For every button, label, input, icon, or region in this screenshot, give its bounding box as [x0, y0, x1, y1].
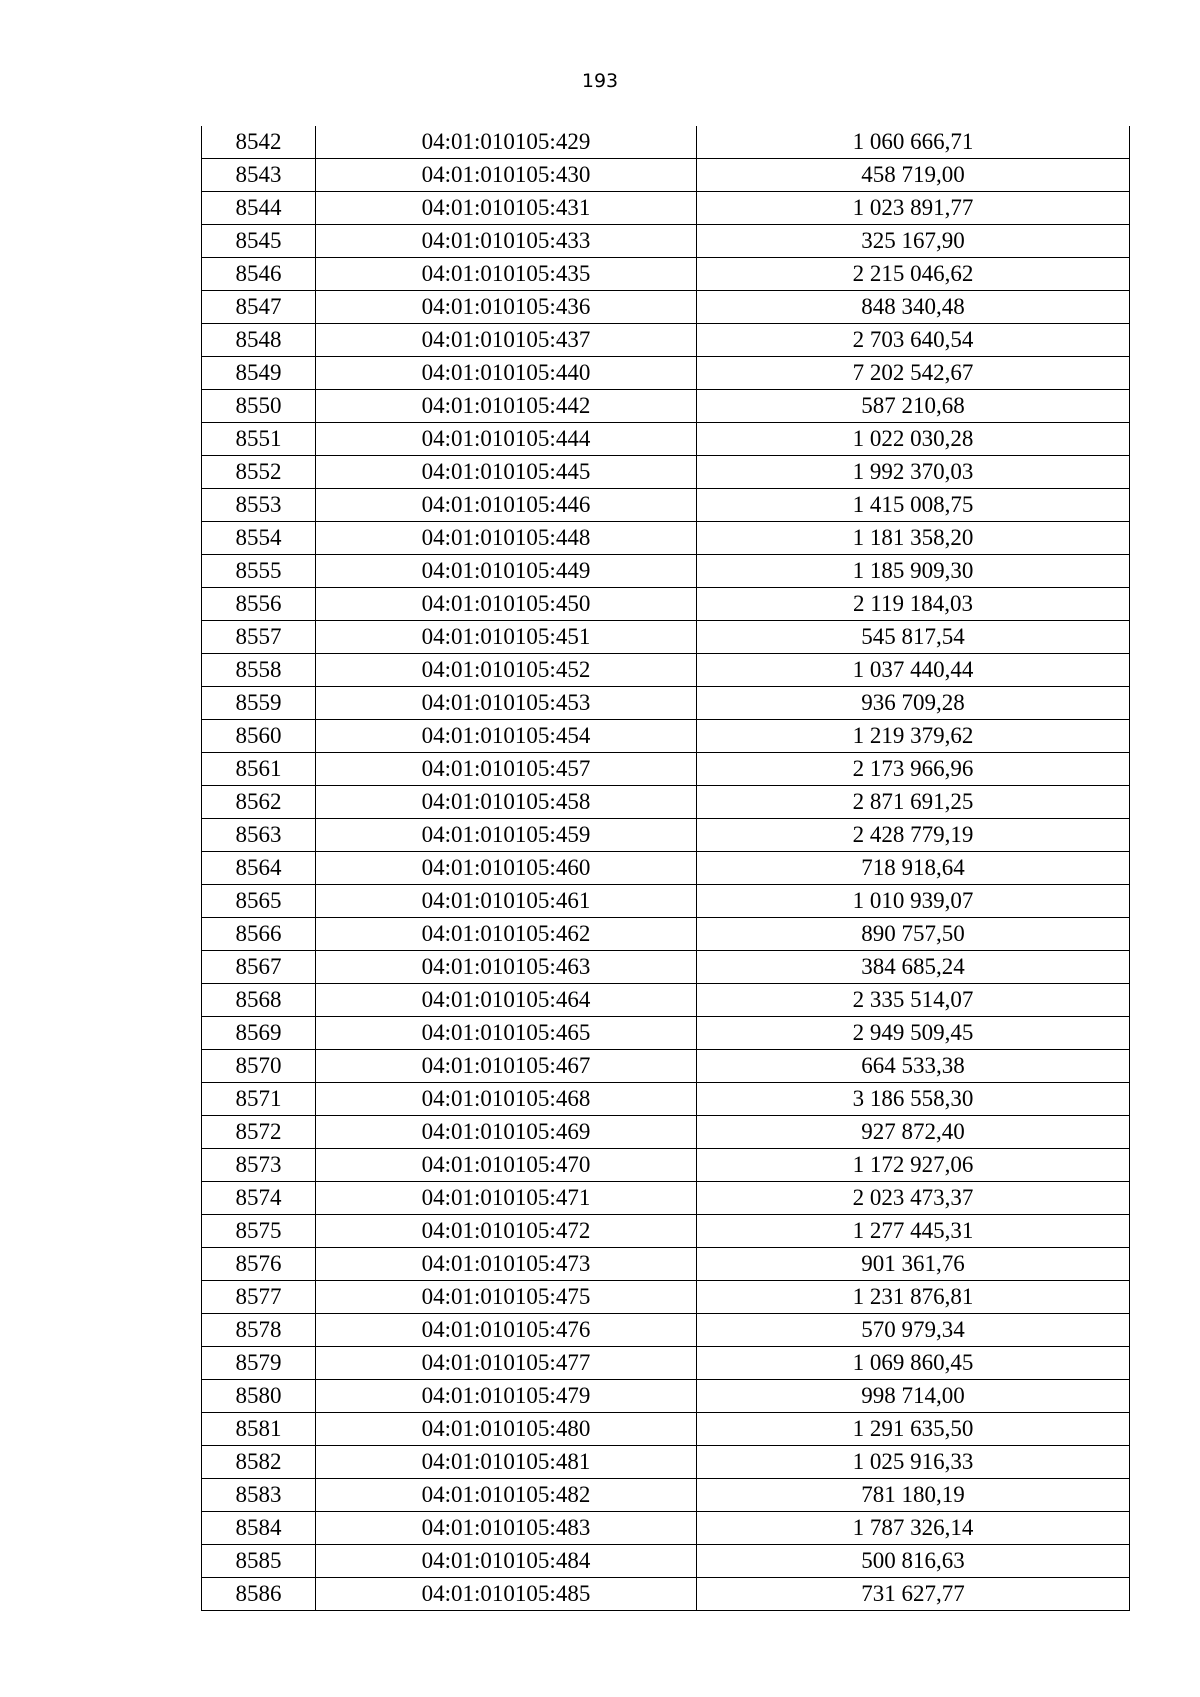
cadastral-number-cell: 04:01:010105:464 [316, 984, 697, 1017]
row-number-cell: 8586 [202, 1578, 316, 1611]
table-row [202, 720, 1130, 753]
cadastral-number-cell: 04:01:010105:454 [316, 720, 697, 753]
table-row [202, 687, 1130, 720]
table-row [202, 555, 1130, 588]
cadastral-value-cell: 570 979,34 [697, 1314, 1130, 1347]
table-row [202, 1479, 1130, 1512]
cadastral-number-cell: 04:01:010105:430 [316, 159, 697, 192]
table-row [202, 1545, 1130, 1578]
table-row [202, 1116, 1130, 1149]
cadastral-value-cell: 936 709,28 [697, 687, 1130, 720]
table-row [202, 1215, 1130, 1248]
table-row [202, 192, 1130, 225]
cadastral-value-cell: 1 010 939,07 [697, 885, 1130, 918]
table-row [202, 1248, 1130, 1281]
cadastral-number-cell: 04:01:010105:482 [316, 1479, 697, 1512]
table-row [202, 621, 1130, 654]
cadastral-value-cell: 781 180,19 [697, 1479, 1130, 1512]
row-number-cell: 8553 [202, 489, 316, 522]
row-number-cell: 8576 [202, 1248, 316, 1281]
row-number-cell: 8581 [202, 1413, 316, 1446]
cadastral-number-cell: 04:01:010105:475 [316, 1281, 697, 1314]
cadastral-number-cell: 04:01:010105:433 [316, 225, 697, 258]
cadastral-number-cell: 04:01:010105:479 [316, 1380, 697, 1413]
cadastral-number-cell: 04:01:010105:471 [316, 1182, 697, 1215]
cadastral-value-cell: 901 361,76 [697, 1248, 1130, 1281]
cadastral-value-cell: 545 817,54 [697, 621, 1130, 654]
row-number-cell: 8556 [202, 588, 316, 621]
row-number-cell: 8544 [202, 192, 316, 225]
cadastral-value-cell: 1 992 370,03 [697, 456, 1130, 489]
cadastral-value-cell: 848 340,48 [697, 291, 1130, 324]
row-number-cell: 8574 [202, 1182, 316, 1215]
cadastral-number-cell: 04:01:010105:476 [316, 1314, 697, 1347]
table-row [202, 918, 1130, 951]
cadastral-value-cell: 1 185 909,30 [697, 555, 1130, 588]
row-number-cell: 8555 [202, 555, 316, 588]
table-row [202, 819, 1130, 852]
cadastral-number-cell: 04:01:010105:472 [316, 1215, 697, 1248]
cadastral-value-cell: 1 037 440,44 [697, 654, 1130, 687]
cadastral-value-cell: 718 918,64 [697, 852, 1130, 885]
table-row [202, 1050, 1130, 1083]
page-number: 193 [581, 70, 619, 92]
cadastral-number-cell: 04:01:010105:436 [316, 291, 697, 324]
cadastral-number-cell: 04:01:010105:449 [316, 555, 697, 588]
row-number-cell: 8551 [202, 423, 316, 456]
cadastral-value-cell: 384 685,24 [697, 951, 1130, 984]
cadastral-number-cell: 04:01:010105:450 [316, 588, 697, 621]
cadastral-value-cell: 1 787 326,14 [697, 1512, 1130, 1545]
cadastral-number-cell: 04:01:010105:440 [316, 357, 697, 390]
cadastral-number-cell: 04:01:010105:444 [316, 423, 697, 456]
table-row [202, 1149, 1130, 1182]
cadastral-number-cell: 04:01:010105:481 [316, 1446, 697, 1479]
row-number-cell: 8559 [202, 687, 316, 720]
table-row [202, 1380, 1130, 1413]
cadastral-value-cell: 458 719,00 [697, 159, 1130, 192]
table-row [202, 1017, 1130, 1050]
cadastral-number-cell: 04:01:010105:459 [316, 819, 697, 852]
table-row [202, 225, 1130, 258]
cadastral-value-cell: 1 023 891,77 [697, 192, 1130, 225]
cadastral-value-cell: 2 023 473,37 [697, 1182, 1130, 1215]
row-number-cell: 8550 [202, 390, 316, 423]
cadastral-number-cell: 04:01:010105:435 [316, 258, 697, 291]
cadastral-value-cell: 1 060 666,71 [697, 126, 1130, 159]
table-row [202, 390, 1130, 423]
cadastral-number-cell: 04:01:010105:480 [316, 1413, 697, 1446]
cadastral-number-cell: 04:01:010105:446 [316, 489, 697, 522]
row-number-cell: 8577 [202, 1281, 316, 1314]
cadastral-number-cell: 04:01:010105:463 [316, 951, 697, 984]
table-row [202, 1347, 1130, 1380]
row-number-cell: 8582 [202, 1446, 316, 1479]
table-row [202, 654, 1130, 687]
cadastral-value-cell: 1 415 008,75 [697, 489, 1130, 522]
cadastral-value-cell: 587 210,68 [697, 390, 1130, 423]
row-number-cell: 8545 [202, 225, 316, 258]
table-row [202, 1578, 1130, 1611]
cadastral-number-cell: 04:01:010105:431 [316, 192, 697, 225]
row-number-cell: 8567 [202, 951, 316, 984]
table-row [202, 126, 1130, 159]
cadastral-value-table [201, 126, 1130, 1611]
row-number-cell: 8585 [202, 1545, 316, 1578]
row-number-cell: 8584 [202, 1512, 316, 1545]
cadastral-value-cell: 927 872,40 [697, 1116, 1130, 1149]
row-number-cell: 8583 [202, 1479, 316, 1512]
cadastral-number-cell: 04:01:010105:469 [316, 1116, 697, 1149]
cadastral-value-cell: 2 949 509,45 [697, 1017, 1130, 1050]
table-row [202, 753, 1130, 786]
cadastral-number-cell: 04:01:010105:451 [316, 621, 697, 654]
cadastral-number-cell: 04:01:010105:442 [316, 390, 697, 423]
row-number-cell: 8578 [202, 1314, 316, 1347]
row-number-cell: 8558 [202, 654, 316, 687]
cadastral-value-cell: 2 173 966,96 [697, 753, 1130, 786]
cadastral-number-cell: 04:01:010105:457 [316, 753, 697, 786]
table-row [202, 786, 1130, 819]
cadastral-value-cell: 664 533,38 [697, 1050, 1130, 1083]
cadastral-number-cell: 04:01:010105:485 [316, 1578, 697, 1611]
row-number-cell: 8580 [202, 1380, 316, 1413]
cadastral-value-cell: 2 119 184,03 [697, 588, 1130, 621]
cadastral-value-cell: 1 231 876,81 [697, 1281, 1130, 1314]
row-number-cell: 8562 [202, 786, 316, 819]
cadastral-value-cell: 998 714,00 [697, 1380, 1130, 1413]
table-row [202, 258, 1130, 291]
row-number-cell: 8546 [202, 258, 316, 291]
cadastral-value-cell: 7 202 542,67 [697, 357, 1130, 390]
table-row [202, 522, 1130, 555]
table-row [202, 423, 1130, 456]
table-row [202, 588, 1130, 621]
row-number-cell: 8565 [202, 885, 316, 918]
cadastral-number-cell: 04:01:010105:477 [316, 1347, 697, 1380]
table-row [202, 984, 1130, 1017]
cadastral-number-cell: 04:01:010105:437 [316, 324, 697, 357]
cadastral-number-cell: 04:01:010105:458 [316, 786, 697, 819]
table-row [202, 1182, 1130, 1215]
cadastral-value-cell: 2 703 640,54 [697, 324, 1130, 357]
table-row [202, 159, 1130, 192]
cadastral-value-cell: 1 022 030,28 [697, 423, 1130, 456]
cadastral-number-cell: 04:01:010105:429 [316, 126, 697, 159]
row-number-cell: 8560 [202, 720, 316, 753]
cadastral-number-cell: 04:01:010105:452 [316, 654, 697, 687]
row-number-cell: 8569 [202, 1017, 316, 1050]
row-number-cell: 8549 [202, 357, 316, 390]
cadastral-value-cell: 731 627,77 [697, 1578, 1130, 1611]
row-number-cell: 8566 [202, 918, 316, 951]
cadastral-number-cell: 04:01:010105:448 [316, 522, 697, 555]
cadastral-value-cell: 1 172 927,06 [697, 1149, 1130, 1182]
table-row [202, 885, 1130, 918]
row-number-cell: 8563 [202, 819, 316, 852]
row-number-cell: 8543 [202, 159, 316, 192]
row-number-cell: 8579 [202, 1347, 316, 1380]
cadastral-value-cell: 1 069 860,45 [697, 1347, 1130, 1380]
table-row [202, 1512, 1130, 1545]
table-row [202, 1413, 1130, 1446]
table-row [202, 357, 1130, 390]
table-row [202, 324, 1130, 357]
row-number-cell: 8568 [202, 984, 316, 1017]
table-row [202, 951, 1130, 984]
cadastral-value-cell: 1 219 379,62 [697, 720, 1130, 753]
table-row [202, 291, 1130, 324]
cadastral-number-cell: 04:01:010105:484 [316, 1545, 697, 1578]
cadastral-value-cell: 1 025 916,33 [697, 1446, 1130, 1479]
row-number-cell: 8552 [202, 456, 316, 489]
row-number-cell: 8547 [202, 291, 316, 324]
cadastral-number-cell: 04:01:010105:470 [316, 1149, 697, 1182]
cadastral-value-cell: 1 181 358,20 [697, 522, 1130, 555]
cadastral-value-cell: 500 816,63 [697, 1545, 1130, 1578]
row-number-cell: 8561 [202, 753, 316, 786]
row-number-cell: 8554 [202, 522, 316, 555]
cadastral-number-cell: 04:01:010105:461 [316, 885, 697, 918]
table-row [202, 852, 1130, 885]
table-row [202, 489, 1130, 522]
row-number-cell: 8570 [202, 1050, 316, 1083]
table-row [202, 456, 1130, 489]
cadastral-value-cell: 2 871 691,25 [697, 786, 1130, 819]
cadastral-number-cell: 04:01:010105:462 [316, 918, 697, 951]
row-number-cell: 8575 [202, 1215, 316, 1248]
table-row [202, 1446, 1130, 1479]
cadastral-number-cell: 04:01:010105:473 [316, 1248, 697, 1281]
cadastral-number-cell: 04:01:010105:465 [316, 1017, 697, 1050]
cadastral-number-cell: 04:01:010105:483 [316, 1512, 697, 1545]
table-row [202, 1281, 1130, 1314]
row-number-cell: 8557 [202, 621, 316, 654]
row-number-cell: 8573 [202, 1149, 316, 1182]
table-body [202, 126, 1130, 1611]
cadastral-number-cell: 04:01:010105:445 [316, 456, 697, 489]
cadastral-value-cell: 1 277 445,31 [697, 1215, 1130, 1248]
table-row [202, 1314, 1130, 1347]
cadastral-number-cell: 04:01:010105:460 [316, 852, 697, 885]
row-number-cell: 8548 [202, 324, 316, 357]
cadastral-value-cell: 2 428 779,19 [697, 819, 1130, 852]
row-number-cell: 8564 [202, 852, 316, 885]
row-number-cell: 8571 [202, 1083, 316, 1116]
cadastral-value-cell: 3 186 558,30 [697, 1083, 1130, 1116]
cadastral-value-cell: 1 291 635,50 [697, 1413, 1130, 1446]
cadastral-value-cell: 325 167,90 [697, 225, 1130, 258]
row-number-cell: 8542 [202, 126, 316, 159]
cadastral-value-cell: 890 757,50 [697, 918, 1130, 951]
row-number-cell: 8572 [202, 1116, 316, 1149]
cadastral-number-cell: 04:01:010105:453 [316, 687, 697, 720]
cadastral-value-cell: 2 215 046,62 [697, 258, 1130, 291]
cadastral-value-cell: 2 335 514,07 [697, 984, 1130, 1017]
table-row [202, 1083, 1130, 1116]
cadastral-number-cell: 04:01:010105:467 [316, 1050, 697, 1083]
cadastral-number-cell: 04:01:010105:468 [316, 1083, 697, 1116]
